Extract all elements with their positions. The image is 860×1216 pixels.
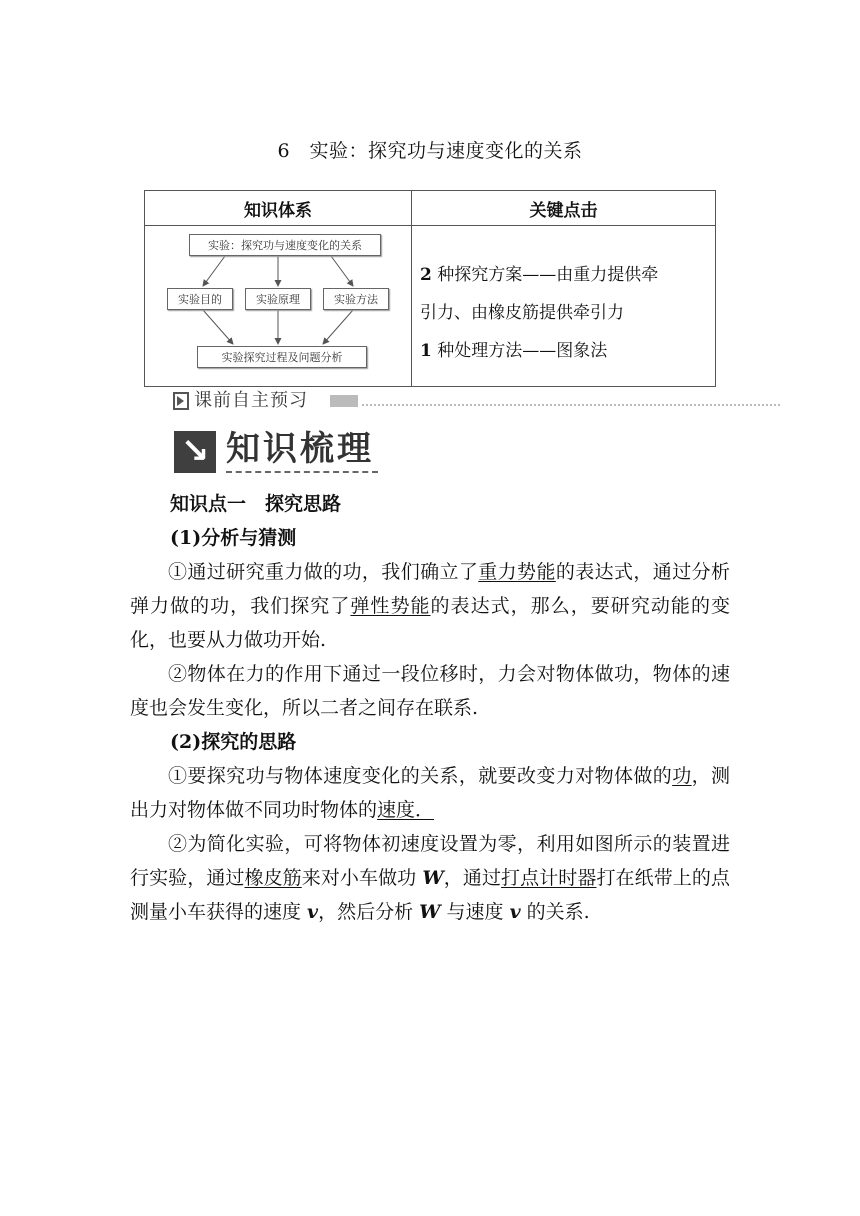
key-points-cell: [412, 226, 716, 387]
key-points: [412, 226, 715, 370]
table-header-knowledge-system: 知识体系: [145, 191, 412, 226]
diagram-box-purpose: 实验目的: [167, 288, 233, 310]
concept-diagram: [145, 226, 411, 386]
paragraph-2: ②物体在力的作用下通过一段位移时，力会对物体做功，物体的速度也会发生变化，所以二者之间存在联系.: [130, 663, 730, 719]
knowledge-table: [144, 190, 716, 387]
document-body: [130, 487, 730, 929]
page-title: 6 实验：探究功与速度变化的关系: [277, 140, 583, 162]
play-icon: [173, 392, 189, 410]
answer-ticker-timer: 打点计时器: [501, 867, 597, 889]
section-banner-preview-label: 课前自主预习: [194, 390, 308, 411]
concept-diagram-cell: [145, 226, 412, 387]
key-point-2-number: 1: [420, 341, 432, 361]
answer-work: 功: [672, 765, 692, 787]
banner-bar: [330, 395, 358, 407]
key-point-1-text: 种探究方案——由重力提供牵: [437, 265, 659, 285]
sub-heading-analysis: (1)分析与猜测: [170, 527, 297, 549]
diagram-box-principle: 实验原理: [245, 288, 311, 310]
paragraph-3: ①要探究功与物体速度变化的关系，就要改变力对物体做的功，测出力对物体做不同功时物体的速度．: [130, 765, 730, 821]
arrow-icon: ↘: [174, 431, 216, 473]
key-point-1-number: 2: [420, 265, 432, 285]
var-velocity: v: [307, 901, 319, 923]
paragraph-4: ②为简化实验，可将物体初速度设置为零，利用如图所示的装置进行实验，通过橡皮筋来对小车做功 W，通过打点计时器打在纸带上的点测量小车获得的速度 v，然后分析 W 与速度 v 的关系.: [130, 833, 730, 923]
section-banner-knowledge: [174, 427, 384, 477]
answer-velocity: 速度．: [377, 799, 435, 821]
table-header-key-points: 关键点击: [412, 191, 716, 226]
key-point-1-cont: 引力、由橡皮筋提供牵引力: [420, 303, 624, 323]
key-point-2-text: 种处理方法——图象法: [437, 341, 608, 361]
var-velocity-2: v: [509, 901, 521, 923]
var-work-2: W: [419, 901, 441, 923]
section-banner-knowledge-label: 知识梳理: [226, 429, 374, 469]
diagram-box-process: 实验探究过程及问题分析: [197, 346, 367, 368]
key-point-1: [420, 256, 715, 294]
answer-gravitational-potential-energy: 重力势能: [478, 561, 556, 583]
answer-elastic-potential-energy: 弹性势能: [350, 595, 431, 617]
section-banner-preview: [170, 389, 780, 413]
var-work: W: [422, 867, 444, 889]
answer-rubber-band: 橡皮筋: [244, 867, 302, 889]
paragraph-1: ①通过研究重力做的功，我们确立了重力势能的表达式，通过分析弹力做的功，我们探究了弹性势能的表达式，那么，要研究动能的变化，也要从力做功开始.: [130, 561, 730, 651]
diagram-box-topic: 实验：探究功与速度变化的关系: [189, 234, 381, 256]
section-heading: 知识点一 探究思路: [170, 493, 342, 515]
diagram-box-method: 实验方法: [323, 288, 389, 310]
banner-dashed-rule: [226, 471, 378, 473]
key-point-2: [420, 332, 715, 370]
sub-heading-approach: (2)探究的思路: [170, 731, 297, 753]
banner-dotted-rule: [362, 404, 780, 406]
